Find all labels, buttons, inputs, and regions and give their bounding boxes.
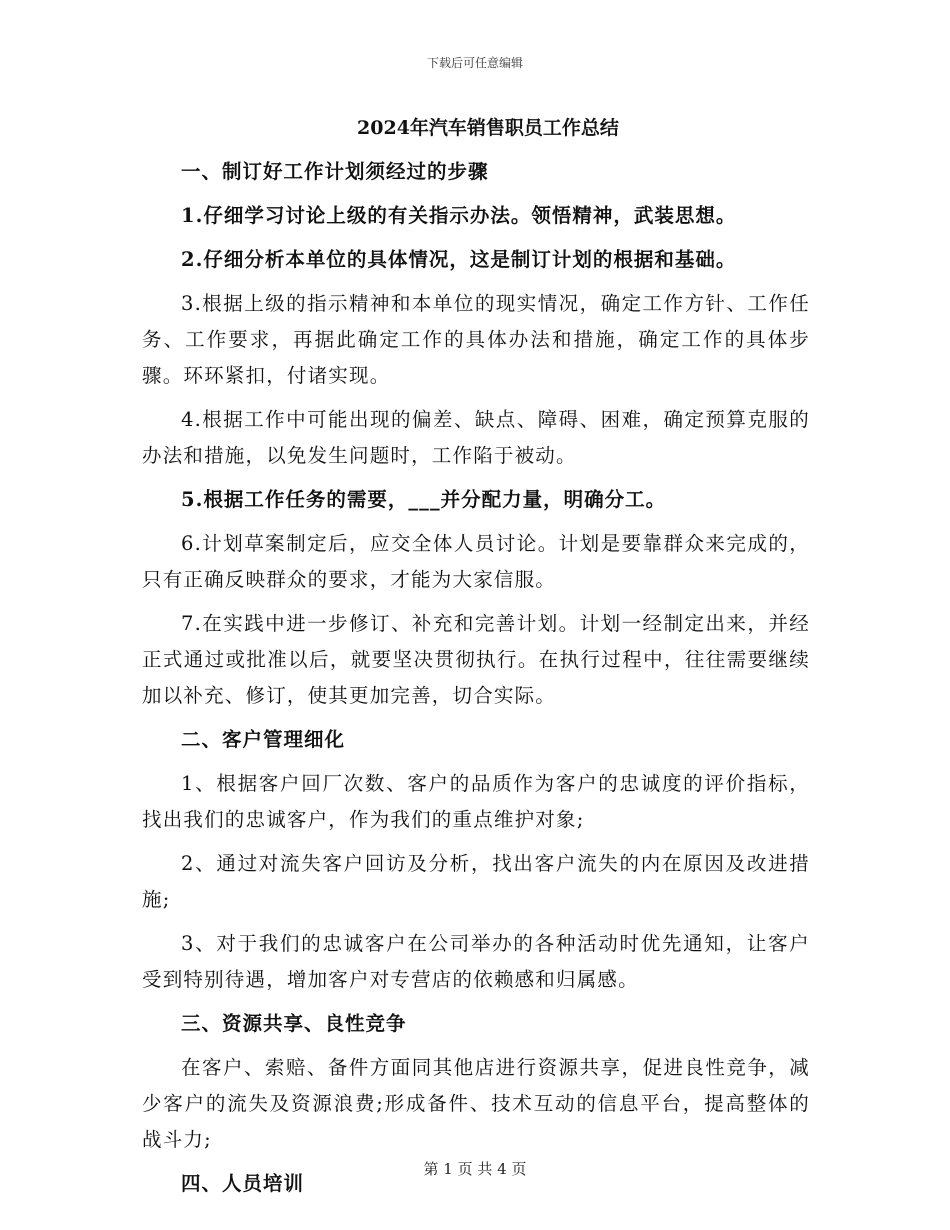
paragraph-step-5: 5.根据工作任务的需要，___并分配力量，明确分工。 xyxy=(181,488,667,511)
paragraph-step-6: 6.计划草案制定后，应交全体人员讨论。计划是要靠群众来完成的，只有正确反映群众的要求，才能为大家信服。 xyxy=(142,532,810,591)
page-number: 第 1 页 共 4 页 xyxy=(423,1160,527,1178)
paragraph-step-1: 1.仔细学习讨论上级的有关指示办法。领悟精神，武装思想。 xyxy=(181,204,737,227)
section-heading-1: 一、制订好工作计划须经过的步骤 xyxy=(181,160,489,183)
paragraph-step-7: 7.在实践中进一步修订、补充和完善计划。计划一经制定出来，并经正式通过或批准以后，就要坚决贯彻执行。在执行过程中，往往需要继续加以补充、修订，使其更加完善，切合实际。 xyxy=(142,612,810,707)
header-note: 下载后可任意编辑 xyxy=(426,56,523,70)
paragraph-resource-sharing: 在客户、索赔、备件方面同其他店进行资源共享，促进良性竞争，减少客户的流失及资源浪费;形成备件、技术互动的信息平台，提高整体的战斗力; xyxy=(142,1056,810,1151)
paragraph-step-2: 2.仔细分析本单位的具体情况，这是制订计划的根据和基础。 xyxy=(181,248,737,271)
paragraph-step-3: 3.根据上级的指示精神和本单位的现实情况，确定工作方针、工作任务、工作要求，再据此确定工作的具体办法和措施，确定工作的具体步骤。环环紧扣，付诸实现。 xyxy=(142,292,810,387)
section-heading-3: 三、资源共享、良性竞争 xyxy=(181,1012,407,1035)
paragraph-step-4: 4.根据工作中可能出现的偏差、缺点、障碍、困难，确定预算克服的办法和措施，以免发生问题时，工作陷于被动。 xyxy=(142,408,810,467)
paragraph-customer-3: 3、对于我们的忠诚客户在公司举办的各种活动时优先通知，让客户受到特别待遇，增加客户对专营店的依赖感和归属感。 xyxy=(142,932,810,991)
section-heading-4: 四、人员培训 xyxy=(181,1172,305,1195)
paragraph-customer-2: 2、通过对流失客户回访及分析，找出客户流失的内在原因及改进措施; xyxy=(142,852,810,911)
paragraph-customer-1: 1、根据客户回厂次数、客户的品质作为客户的忠诚度的评价指标，找出我们的忠诚客户，作为我们的重点维护对象; xyxy=(142,772,810,831)
document-title: 2024年汽车销售职员工作总结 xyxy=(357,117,619,139)
document-body xyxy=(142,110,810,1202)
section-heading-2: 二、客户管理细化 xyxy=(181,728,346,751)
